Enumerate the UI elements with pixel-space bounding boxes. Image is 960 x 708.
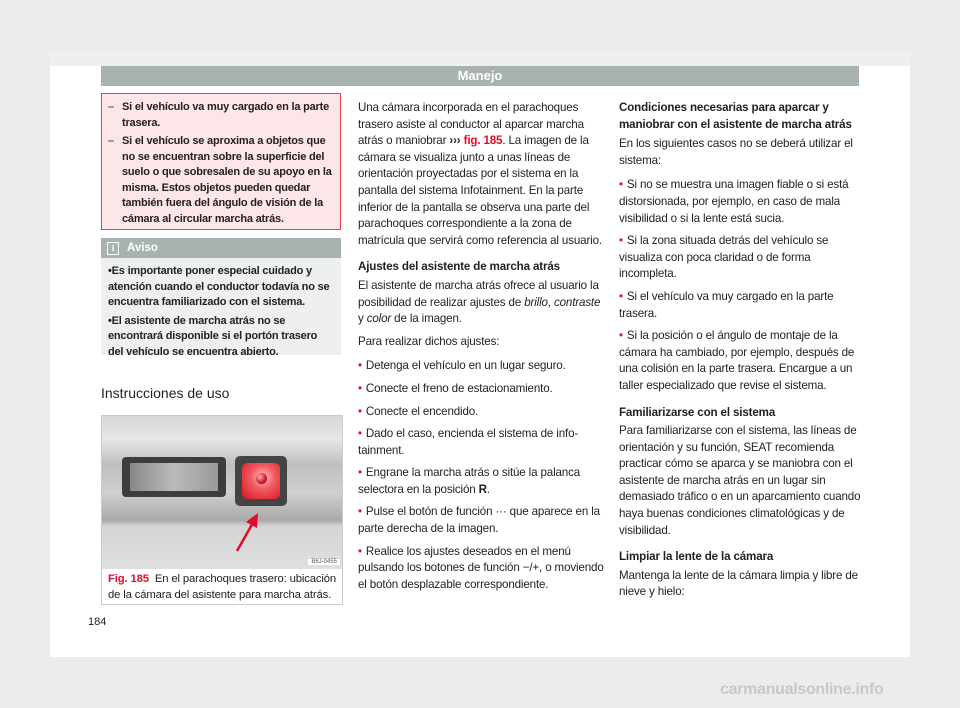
conditions-heading: Condiciones necesarias para aparcar y maniobrar con el asistente de marcha atrás: [619, 101, 852, 131]
condition-item: • Si no se muestra una imagen fiable o si está distorsionada, por ejemplo, en caso de mala visibilidad o si la lente está sucia.: [619, 177, 863, 227]
info-icon: i: [107, 242, 119, 255]
page-number: 184: [88, 616, 107, 628]
settings-paragraph: El asistente de marcha atrás ofrece al usuario la posibilidad de realizar ajustes de brillo, contraste y color de la imagen.: [358, 278, 601, 326]
figure-link[interactable]: fig. 185: [463, 134, 503, 148]
settings-heading: Ajustes del asistente de marcha atrás: [358, 260, 560, 274]
step-item: • Detenga el vehículo en un lugar seguro.: [358, 358, 604, 375]
figure-caption: [108, 572, 338, 603]
warning-item: – Si el vehículo va muy cargado en la parte trasera.: [122, 100, 334, 131]
right-column: [619, 100, 863, 607]
notice-header: [101, 238, 341, 258]
notice-box: [101, 238, 341, 358]
watermark: carmanualsonline.info: [720, 681, 884, 698]
warning-item: – Si el vehículo se aproxima a objetos que no se encuentran sobre la superficie del suelo o que sobresalen de su apoyo en la misma. Estos objetos pueden quedar también fuera del ángulo de visión de la cámara al circular marcha atrás.: [122, 134, 334, 227]
section-title: Instrucciones de uso: [101, 385, 230, 401]
figure-label: Fig. 185: [108, 573, 149, 585]
step-item: • Conecte el freno de estacionamiento.: [358, 381, 604, 398]
figure-code: B6J-0455: [308, 559, 340, 565]
clean-lens-heading: Limpiar la lente de la cámara: [619, 550, 774, 564]
step-item: • Engrane la marcha atrás o sitúe la palanca selectora en la posición R.: [358, 465, 604, 498]
notice-item: • El asistente de marcha atrás no se encontrará disponible si el portón trasero del vehículo se encuentra abierto.: [108, 314, 334, 361]
pointer-arrow-icon: [102, 416, 342, 569]
warning-box: [101, 93, 341, 230]
intro-paragraph: Una cámara incorporada en el parachoques trasero asiste al conductor al aparcar marcha atrás o maniobrar ››› fig. 185. La imagen de la cámara se visualiza junto a unas líneas de orientación proyectadas por el sistema en la pantalla del sistema Infotainment. En la parte inferior de la pantalla se observa una parte del parachoques correspondiente a la zona de matrícula que servirá como referencia al usuario.: [358, 101, 602, 247]
condition-item: • Si la posición o el ángulo de montaje de la cámara ha cambiado, por ejemplo, después de una colisión en la parte trasera. Encargue a un taller especializado que revise el sistema.: [619, 328, 863, 394]
condition-item: • Si la zona situada detrás del vehículo se visualiza con poca claridad o de forma incompleta.: [619, 233, 863, 283]
clean-lens-paragraph: Mantenga la lente de la cámara limpia y libre de nieve y hielo:: [619, 568, 858, 599]
figure-caption-text: En el parachoques trasero: ubicación de la cámara del asistente para marcha atrás.: [108, 573, 336, 601]
chapter-header: Manejo: [101, 66, 859, 86]
rear-bumper-camera-illustration: [102, 416, 342, 569]
step-item: • Realice los ajustes deseados en el menú pulsando los botones de función −/+, o moviendo el botón desplazable correspondiente.: [358, 544, 604, 594]
page-top-band: [50, 52, 910, 66]
figure-185: [101, 415, 343, 605]
conditions-intro: En los siguientes casos no se deberá utilizar el sistema:: [619, 137, 853, 167]
step-item: • Pulse el botón de función ··· que aparece en la parte derecha de la imagen.: [358, 504, 604, 537]
reference-arrow-icon: ›››: [449, 134, 461, 148]
familiarize-heading: Familiarizarse con el sistema: [619, 405, 776, 419]
notice-item: • Es importante poner especial cuidado y atención cuando el conductor todavía no se encuentra familiarizado con el sistema.: [108, 264, 334, 311]
steps-intro: Para realizar dichos ajustes:: [358, 334, 500, 348]
notice-title: Aviso: [127, 242, 158, 254]
step-item: • Dado el caso, encienda el sistema de info-tainment.: [358, 426, 604, 459]
condition-item: • Si el vehículo va muy cargado en la parte trasera.: [619, 289, 863, 322]
familiarize-paragraph: Para familiarizarse con el sistema, las líneas de orientación y su función, SEAT recomienda practicar cómo se aparca y se maniobra con el asistente de marcha atrás en un lugar sin demasiado tráfico o en un aparcamiento cuando haya buenas condiciones climatológicas y de visibilidad.: [619, 424, 861, 537]
middle-column: [358, 100, 604, 599]
step-item: • Conecte el encendido.: [358, 404, 604, 421]
